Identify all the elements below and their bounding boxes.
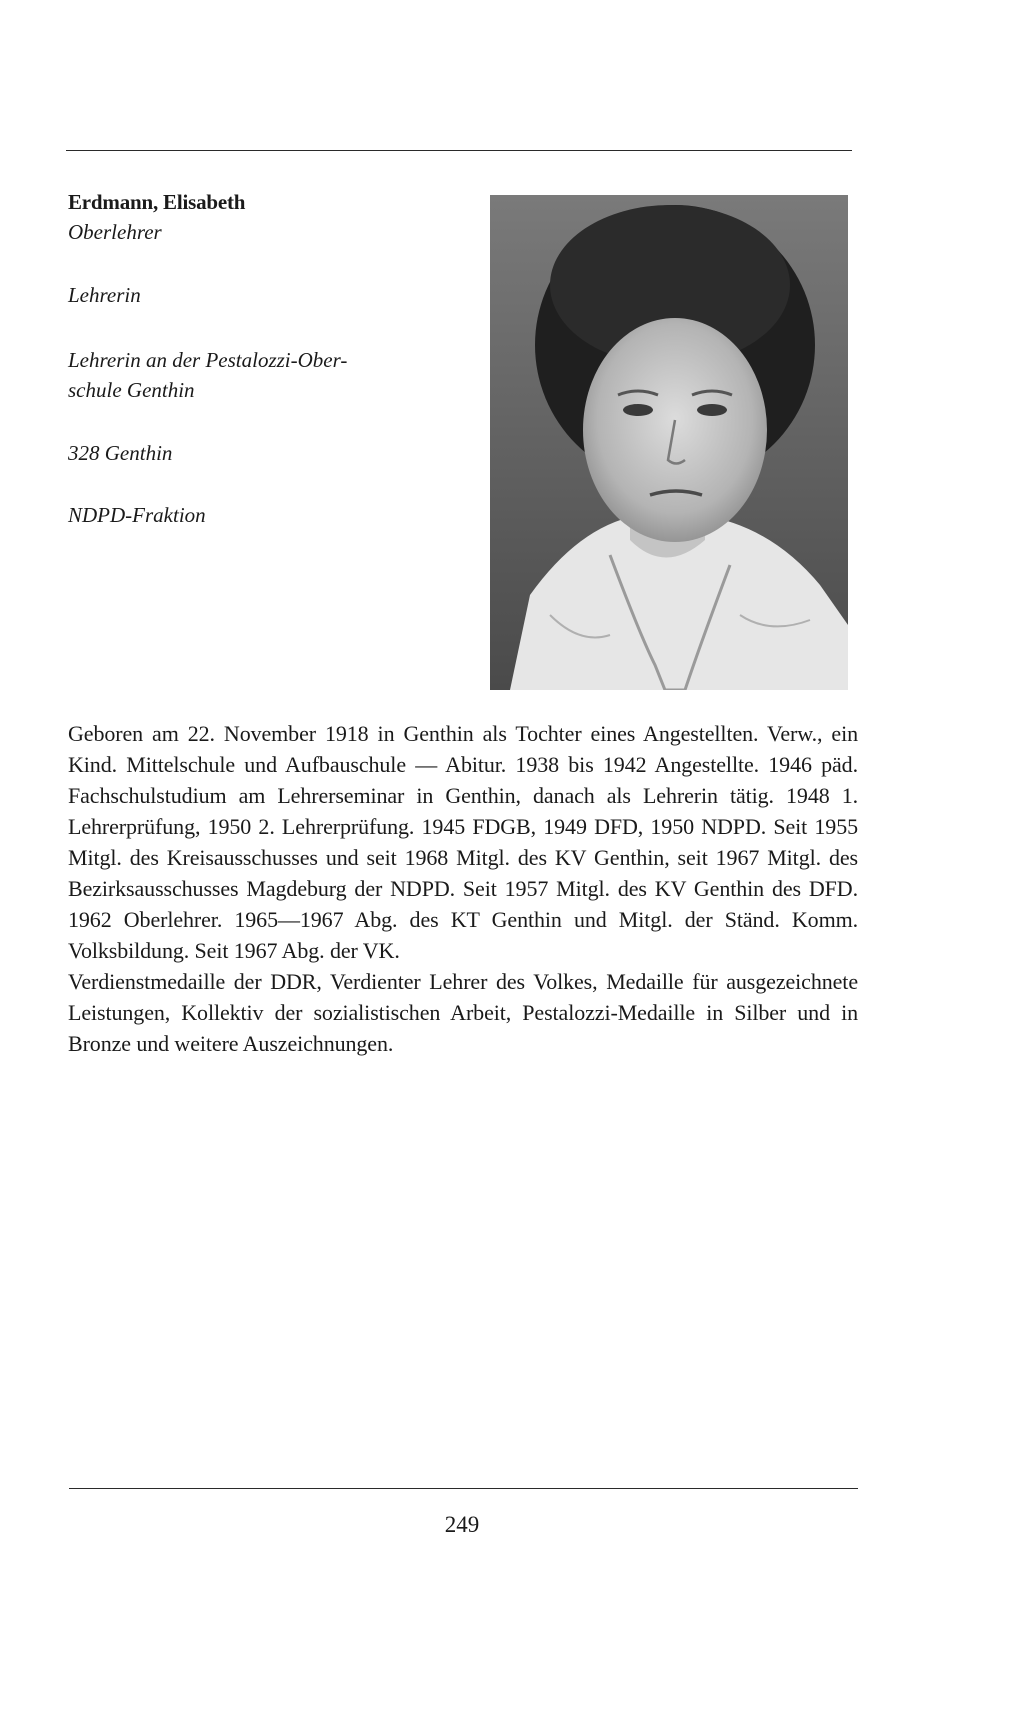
entry-profession: Lehrerin bbox=[68, 283, 141, 307]
entry-location: 328 Genthin bbox=[68, 441, 173, 465]
awards-paragraph: Verdienstmedaille der DDR, Verdienter Lehrer des Volkes, Medaille für ausgezeichnete Leistungen, Kollektiv der sozialistischen Arbeit, Pestalozzi-Medaille in Silber und in Bronze und weitere Auszeichnungen. bbox=[68, 969, 858, 1056]
entry-title: Oberlehrer bbox=[68, 220, 162, 244]
entry-name: Erdmann, Elisabeth bbox=[68, 190, 246, 214]
entry-position-line2: schule Genthin bbox=[68, 378, 195, 402]
biography-paragraph: Geboren am 22. November 1918 in Genthin als Tochter eines Angestellten. Verw., ein Kind. Mittelschule und Aufbauschule — Abitur. 1938 bis 1942 Angestellte. 1946 päd. Fachschulstudium am Lehrerseminar in Genthin, danach als Lehrerin tätig. 1948 1. Lehrerprüfung, 1950 2. Lehrerprüfung. 1945 FDGB, 1949 DFD, 1950 NDPD. Seit 1955 Mitgl. des Kreisausschusses und seit 1968 Mitgl. des KV Genthin, seit 1967 Mitgl. des Bezirksausschusses Magdeburg der NDPD. Seit 1957 Mitgl. des KV Genthin des DFD. 1962 Oberlehrer. 1965—1967 Abg. des KT Genthin und Mitgl. der Ständ. Komm. Volksbildung. Seit 1967 Abg. der VK. bbox=[68, 721, 858, 963]
page-number: 249 bbox=[444, 1512, 480, 1537]
entry-position-line1: Lehrerin an der Pestalozzi-Ober- bbox=[68, 348, 348, 372]
biography-text bbox=[68, 718, 858, 1059]
portrait-photo bbox=[490, 195, 848, 690]
entry-faction: NDPD-Fraktion bbox=[68, 503, 206, 527]
bottom-rule bbox=[69, 1488, 858, 1489]
top-rule bbox=[66, 150, 852, 151]
